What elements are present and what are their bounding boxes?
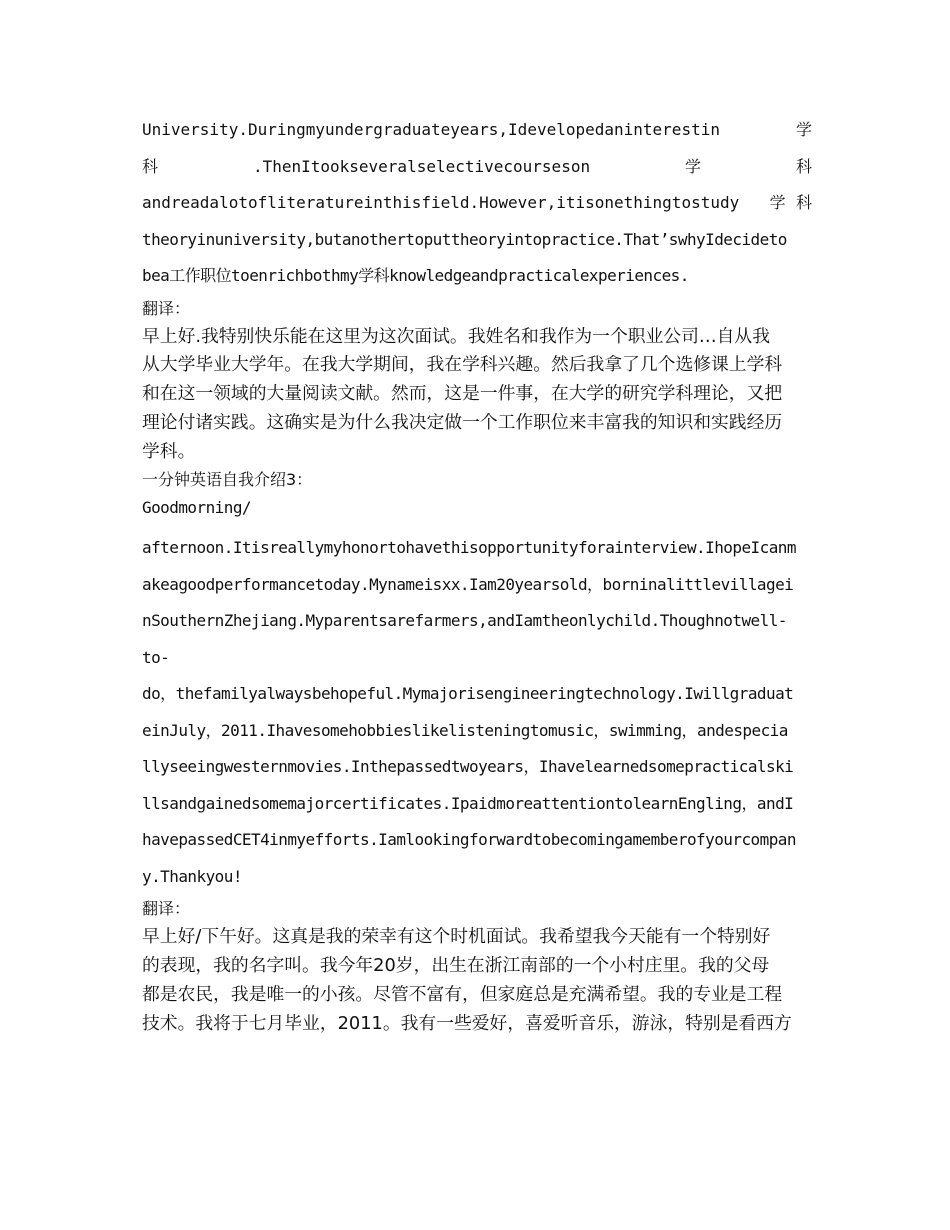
text-line: do，thefamilyalwaysbehopeful.Mymajorisengineeringtechnology.Iwillgraduat [142, 684, 794, 704]
text-line: 科 .ThenItookseveralselectivecourseson 学 科 [142, 156, 812, 176]
text-line: 技术。我将于七月毕业，2011。我有一些爱好，喜爱听音乐，游泳，特别是看西方 [142, 1012, 792, 1034]
text-line: 早上好.我特别快乐能在这里为这次面试。我姓名和我作为一个职业公司…自从我 [142, 325, 770, 347]
text-line: andreadalotofliteratureinthisfield.However,itisonethingtostudy 学 科 [142, 193, 812, 212]
text-line: to- [142, 647, 170, 667]
text-line: llyseeingwesternmovies.Inthepassedtwoyears，Ihavelearnedsomepracticalski [142, 757, 794, 777]
text-line: bea工作职位toenrichbothmy学科knowledgeandpracticalexperiences. [142, 266, 689, 285]
translation-label: 翻译： [142, 899, 191, 919]
text-line: 的表现，我的名字叫。我今年20岁，出生在浙江南部的一个小村庄里。我的父母 [142, 955, 770, 977]
text-line: 学科。 [142, 440, 196, 462]
text-line: Goodmorning/ [142, 498, 251, 518]
text-line: y.Thankyou! [142, 866, 242, 886]
chinese-translation-1 [142, 323, 812, 467]
translation-label: 翻译： [142, 298, 191, 318]
chinese-translation-2 [142, 923, 812, 1038]
text-line: 都是农民，我是唯一的小孩。尽管不富有，但家庭总是充满希望。我的专业是工程 [142, 984, 783, 1006]
text-line: llsandgainedsomemajorcertificates.IpaidmoreattentiontolearnEngling，andI [142, 793, 794, 813]
section-heading: 一分钟英语自我介绍3： [142, 470, 313, 490]
text-line: 理论付诸实践。这确实是为什么我决定做一个工作职位来丰富我的知识和实践经历 [142, 411, 783, 433]
text-line: afternoon.Itisreallymyhonortohavethisopportunityforainterview.IhopeIcanm [142, 538, 796, 558]
text-line: akeagoodperformancetoday.Mynameisxx.Iam20yearsold，borninalittlevillagei [142, 574, 794, 594]
text-line: nSouthernZhejiang.Myparentsarefarmers,andIamtheonlychild.Thoughnotwell- [142, 611, 787, 631]
document-body [142, 112, 812, 1039]
text-line: einJuly，2011.Ihavesomehobbieslikelisteningtomusic，swimming，andespecia [142, 720, 788, 740]
text-line: University.Duringmyundergraduateyears,Idevelopedaninterestin 学 [142, 120, 812, 139]
english-paragraph-2 [142, 494, 812, 895]
text-line: 早上好/下午好。这真是我的荣幸有这个时机面试。我希望我今天能有一个特别好 [142, 926, 771, 948]
text-line: 和在这一领域的大量阅读文献。然而，这是一件事，在大学的研究学科理论，又把 [142, 383, 783, 405]
text-line: 从大学毕业大学年。在我大学期间，我在学科兴趣。然后我拿了几个选修课上学科 [142, 354, 783, 376]
text-line: theoryinuniversity,butanothertoputtheoryintopractice.That’swhyIdecideto [142, 229, 787, 249]
english-paragraph-1 [142, 112, 812, 295]
text-line: havepassedCET4inmyefforts.Iamlookingforwardtobecomingamemberofyourcompan [142, 830, 796, 850]
